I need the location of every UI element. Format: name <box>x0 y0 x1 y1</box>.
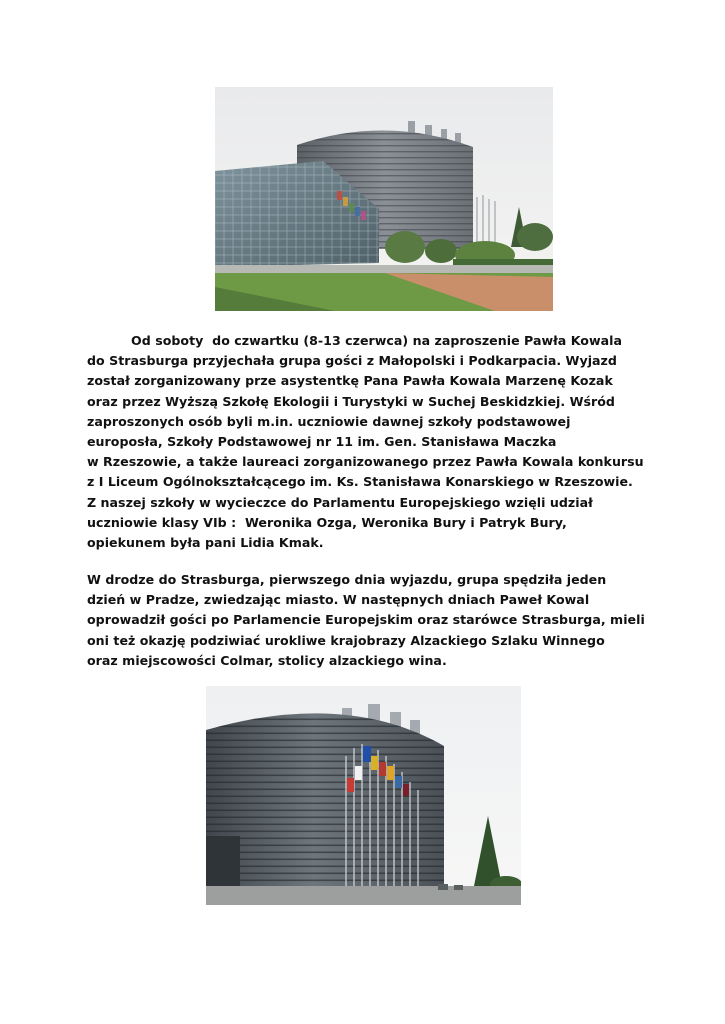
text-line: W drodze do Strasburga, pierwszego dnia wyjazdu, grupa spędziła jeden <box>87 572 607 587</box>
text-line: Od soboty do czwartku (8-13 czerwca) na zaproszenie Pawła Kowala <box>87 333 622 348</box>
text-line: w Rzeszowie, a także laureaci zorganizowanego przez Pawła Kowala konkursu <box>87 454 644 470</box>
text-line: europosła, Szkoły Podstawowej nr 11 im. Gen. Stanisława Maczka <box>87 434 557 450</box>
text-line: został zorganizowany prze asystentkę Pana Pawła Kowala Marzenę Kozak <box>87 373 613 389</box>
paragraph-1 <box>87 331 647 553</box>
text-line: oprowadził gości po Parlamencie Europejskim oraz starówce Strasburga, mieli <box>87 612 645 628</box>
paragraph-2 <box>87 570 647 671</box>
parliament-photo-bottom <box>206 686 521 905</box>
text-line: oraz przez Wyższą Szkołę Ekologii i Turystyki w Suchej Beskidzkiej. Wśród <box>87 393 615 409</box>
text-line: oni też okazję podziwiać urokliwe krajobrazy Alzackiego Szlaku Winnego <box>87 632 605 648</box>
text-line: Z naszej szkoły w wycieczce do Parlamentu Europejskiego wzięli udział <box>87 494 593 510</box>
text-line: z I Liceum Ogólnokształcącego im. Ks. Stanisława Konarskiego w Rzeszowie. <box>87 474 633 490</box>
parliament-photo-top <box>215 87 553 311</box>
text-line: uczniowie klasy VIb : Weronika Ozga, Weronika Bury i Patryk Bury, <box>87 514 567 530</box>
text-line: do Strasburga przyjechała grupa gości z Małopolski i Podkarpacia. Wyjazd <box>87 353 617 369</box>
text-line: oraz miejscowości Colmar, stolicy alzackiego wina. <box>87 652 447 668</box>
text-line: opiekunem była pani Lidia Kmak. <box>87 535 324 551</box>
text-line: dzień w Pradze, zwiedzając miasto. W następnych dniach Paweł Kowal <box>87 592 590 608</box>
text-line: zaproszonych osób byli m.in. uczniowie dawnej szkoły podstawowej <box>87 413 571 429</box>
